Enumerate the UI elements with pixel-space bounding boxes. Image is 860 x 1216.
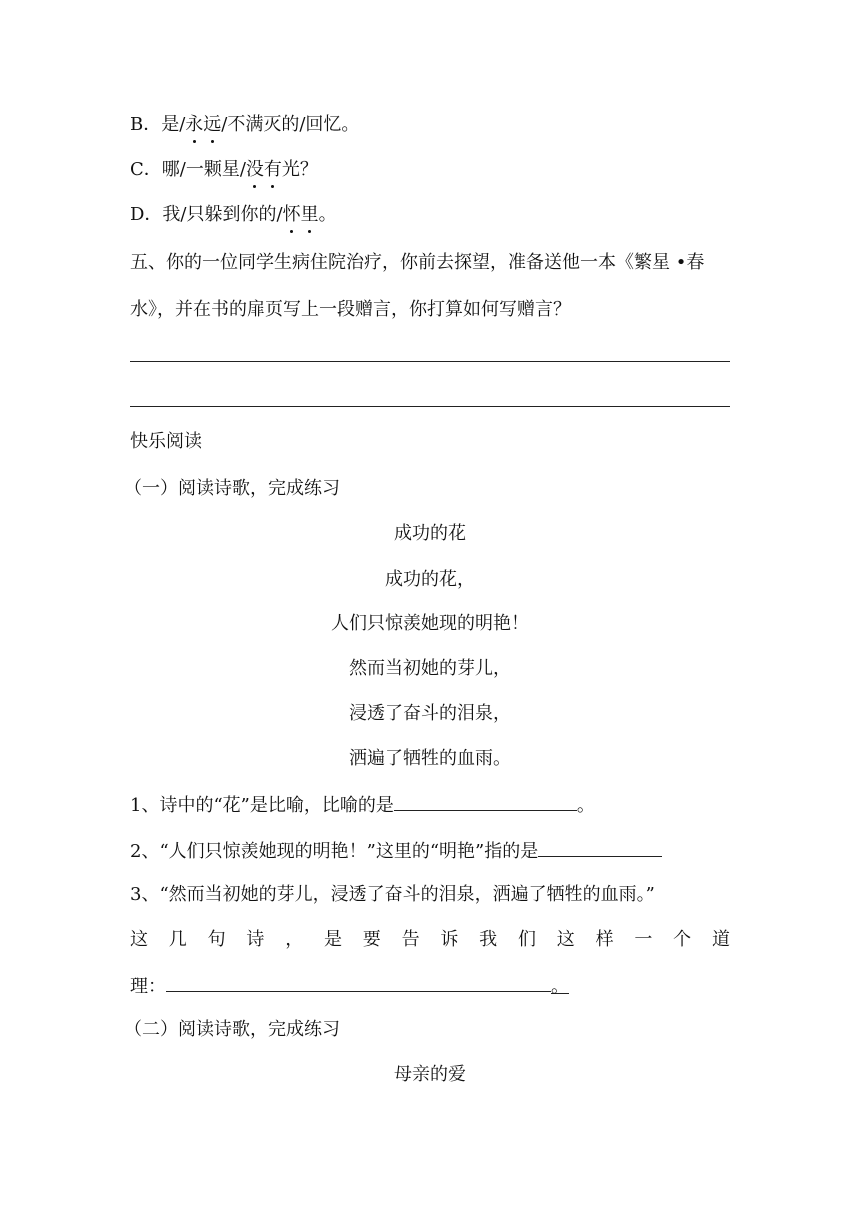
emphasis-char: 没 (245, 159, 264, 180)
poem-line: 浸透了奋斗的泪泉， (349, 703, 511, 724)
option-d: D．我/只躲到你的/怀里。 (130, 204, 337, 225)
option-b: B．是/永远/不满灭的/回忆。 (130, 114, 360, 135)
option-c: C．哪/一颗星/没有光？ (130, 159, 318, 180)
answer-line-1[interactable] (130, 361, 730, 362)
poem-1-title: 成功的花 (394, 523, 466, 544)
answer-line-2[interactable] (130, 406, 730, 407)
emphasis-char: 里 (300, 204, 319, 225)
section-title: 快乐阅读 (130, 431, 202, 452)
poem-line: 人们只惊羡她现的明艳！ (331, 613, 529, 634)
question-5-line-2: 水》，并在书的扉页写上一段赠言，你打算如何写赠言？ (130, 299, 571, 320)
question-3-line-1: 3、“然而当初她的芽儿，浸透了奋斗的泪泉，洒遍了牺牲的血雨。” (130, 884, 655, 905)
poem-line: 洒遍了牺牲的血雨。 (349, 748, 511, 769)
question-3-line-3: 理： 。 (130, 973, 730, 999)
poem-line: 成功的花， (385, 569, 475, 590)
emphasis-char: 有 (263, 159, 282, 180)
part-2-heading: （二）阅读诗歌，完成练习 (124, 1019, 340, 1040)
poem-line: 然而当初她的芽儿， (349, 658, 511, 679)
question-2: 2、“人们只惊羡她现的明艳！”这里的“明艳”指的是 (130, 838, 730, 864)
question-5-line-1: 五、你的一位同学生病住院治疗，你前去探望，准备送他一本《繁星 •春 (130, 252, 705, 273)
answer-blank-end: 。 (551, 976, 569, 997)
answer-blank[interactable] (166, 973, 551, 992)
part-1-heading: （一）阅读诗歌，完成练习 (124, 478, 340, 499)
emphasis-char: 永 (185, 114, 204, 135)
question-3-line-2: 这 几 句 诗 ， 是 要 告 诉 我 们 这 样 一 个 道 (130, 929, 730, 950)
question-1: 1、诗中的“花”是比喻，比喻的是 。 (130, 792, 730, 818)
emphasis-char: 怀 (282, 204, 301, 225)
emphasis-char: 远 (203, 114, 222, 135)
answer-blank[interactable] (394, 792, 577, 811)
answer-blank[interactable] (538, 838, 662, 857)
poem-2-title: 母亲的爱 (394, 1064, 466, 1085)
